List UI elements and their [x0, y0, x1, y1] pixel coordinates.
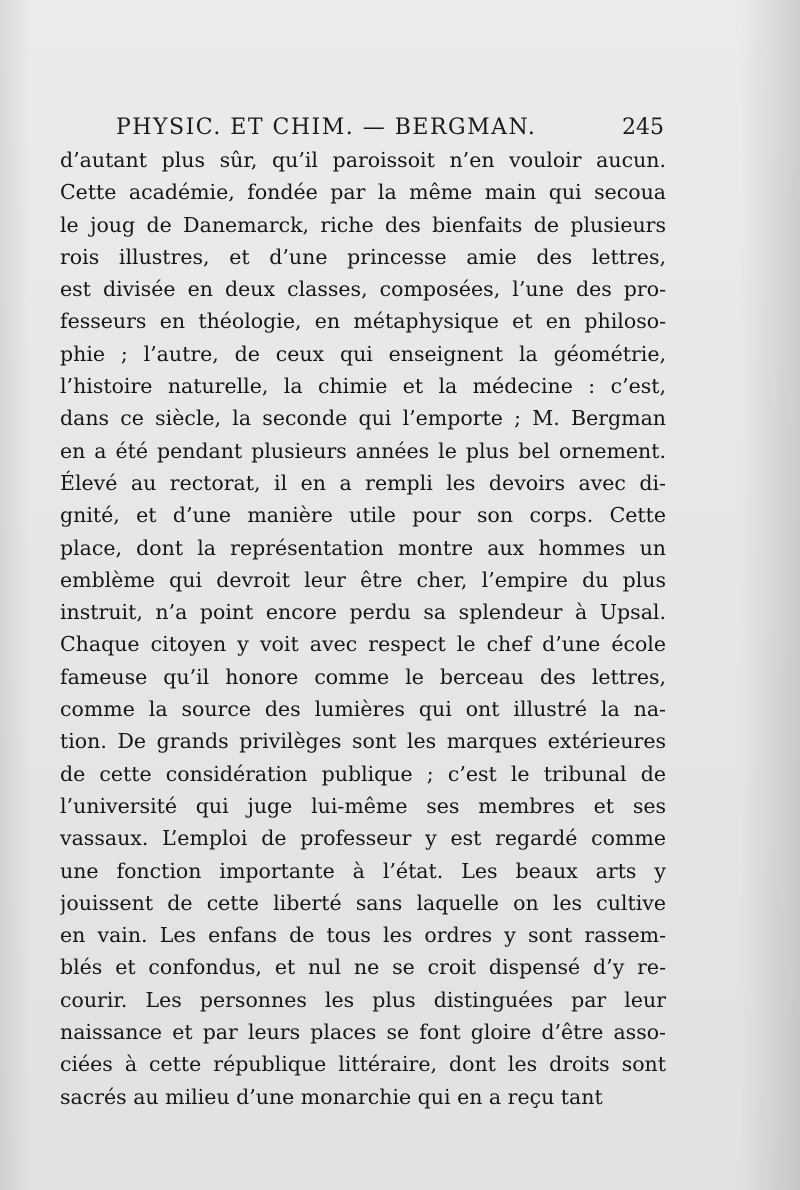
text-line: rois illustres, et d’une princesse amie des lettres, — [60, 244, 666, 269]
text-line: l’université qui juge lui-même ses membres et ses — [60, 793, 666, 818]
text-line: dans ce siècle, la seconde qui l’emporte ; M. Bergman — [60, 406, 666, 431]
text-line: vassaux. L’emploi de professeur y est regardé comme — [60, 826, 666, 851]
text-line: courir. Les personnes les plus distinguées par leur — [60, 987, 666, 1012]
text-line: jouissent de cette liberté sans laquelle on les cultive — [60, 890, 666, 915]
page-number: 245 — [622, 115, 664, 140]
page-edge-shadow — [740, 0, 800, 1190]
page-gutter-shadow — [0, 0, 30, 1190]
text-line: en vain. Les enfans de tous les ordres y sont rassem- — [60, 923, 666, 948]
text-line: place, dont la représentation montre aux hommes un — [60, 535, 666, 560]
text-line: phie ; l’autre, de ceux qui enseignent la géométrie, — [60, 341, 666, 366]
text-line: Chaque citoyen y voit avec respect le chef d’une école — [60, 632, 666, 657]
text-line: est divisée en deux classes, composées, l’une des pro- — [60, 277, 666, 302]
text-line: l’histoire naturelle, la chimie et la médecine : c’est, — [60, 374, 666, 399]
text-line: tion. De grands privilèges sont les marques extérieures — [60, 729, 666, 754]
text-line: Cette académie, fondée par la même main qui secoua — [60, 180, 666, 205]
text-line: fesseurs en théologie, en métaphysique et en philoso- — [60, 309, 666, 334]
text-line: en a été pendant plusieurs années le plus bel ornement. — [60, 438, 666, 463]
text-line: naissance et par leurs places se font gloire d’être asso- — [60, 1020, 666, 1045]
running-head: PHYSIC. ET CHIM. — BERGMAN. — [116, 115, 537, 140]
body-text — [60, 144, 666, 1113]
text-line: ciées à cette république littéraire, dont les droits sont — [60, 1052, 666, 1077]
text-line: Élevé au rectorat, il en a rempli les devoirs avec di- — [60, 470, 666, 495]
text-line: comme la source des lumières qui ont illustré la na- — [60, 697, 666, 722]
text-line: blés et confondus, et nul ne se croit dispensé d’y re- — [60, 955, 666, 980]
page-header — [116, 111, 664, 147]
text-line: une fonction importante à l’état. Les beaux arts y — [60, 858, 666, 883]
text-line: le joug de Danemarck, riche des bienfaits de plusieurs — [60, 212, 666, 237]
text-line: fameuse qu’il honore comme le berceau des lettres, — [60, 664, 666, 689]
text-line: sacrés au milieu d’une monarchie qui en a reçu tant — [60, 1084, 603, 1109]
text-line: emblème qui devroit leur être cher, l’empire du plus — [60, 567, 666, 592]
text-line: instruit, n’a point encore perdu sa splendeur à Upsal. — [60, 600, 666, 625]
text-line: gnité, et d’une manière utile pour son corps. Cette — [60, 503, 666, 528]
text-line: de cette considération publique ; c’est le tribunal de — [60, 761, 666, 786]
text-line: d’autant plus sûr, qu’il paroissoit n’en vouloir aucun. — [60, 148, 666, 172]
